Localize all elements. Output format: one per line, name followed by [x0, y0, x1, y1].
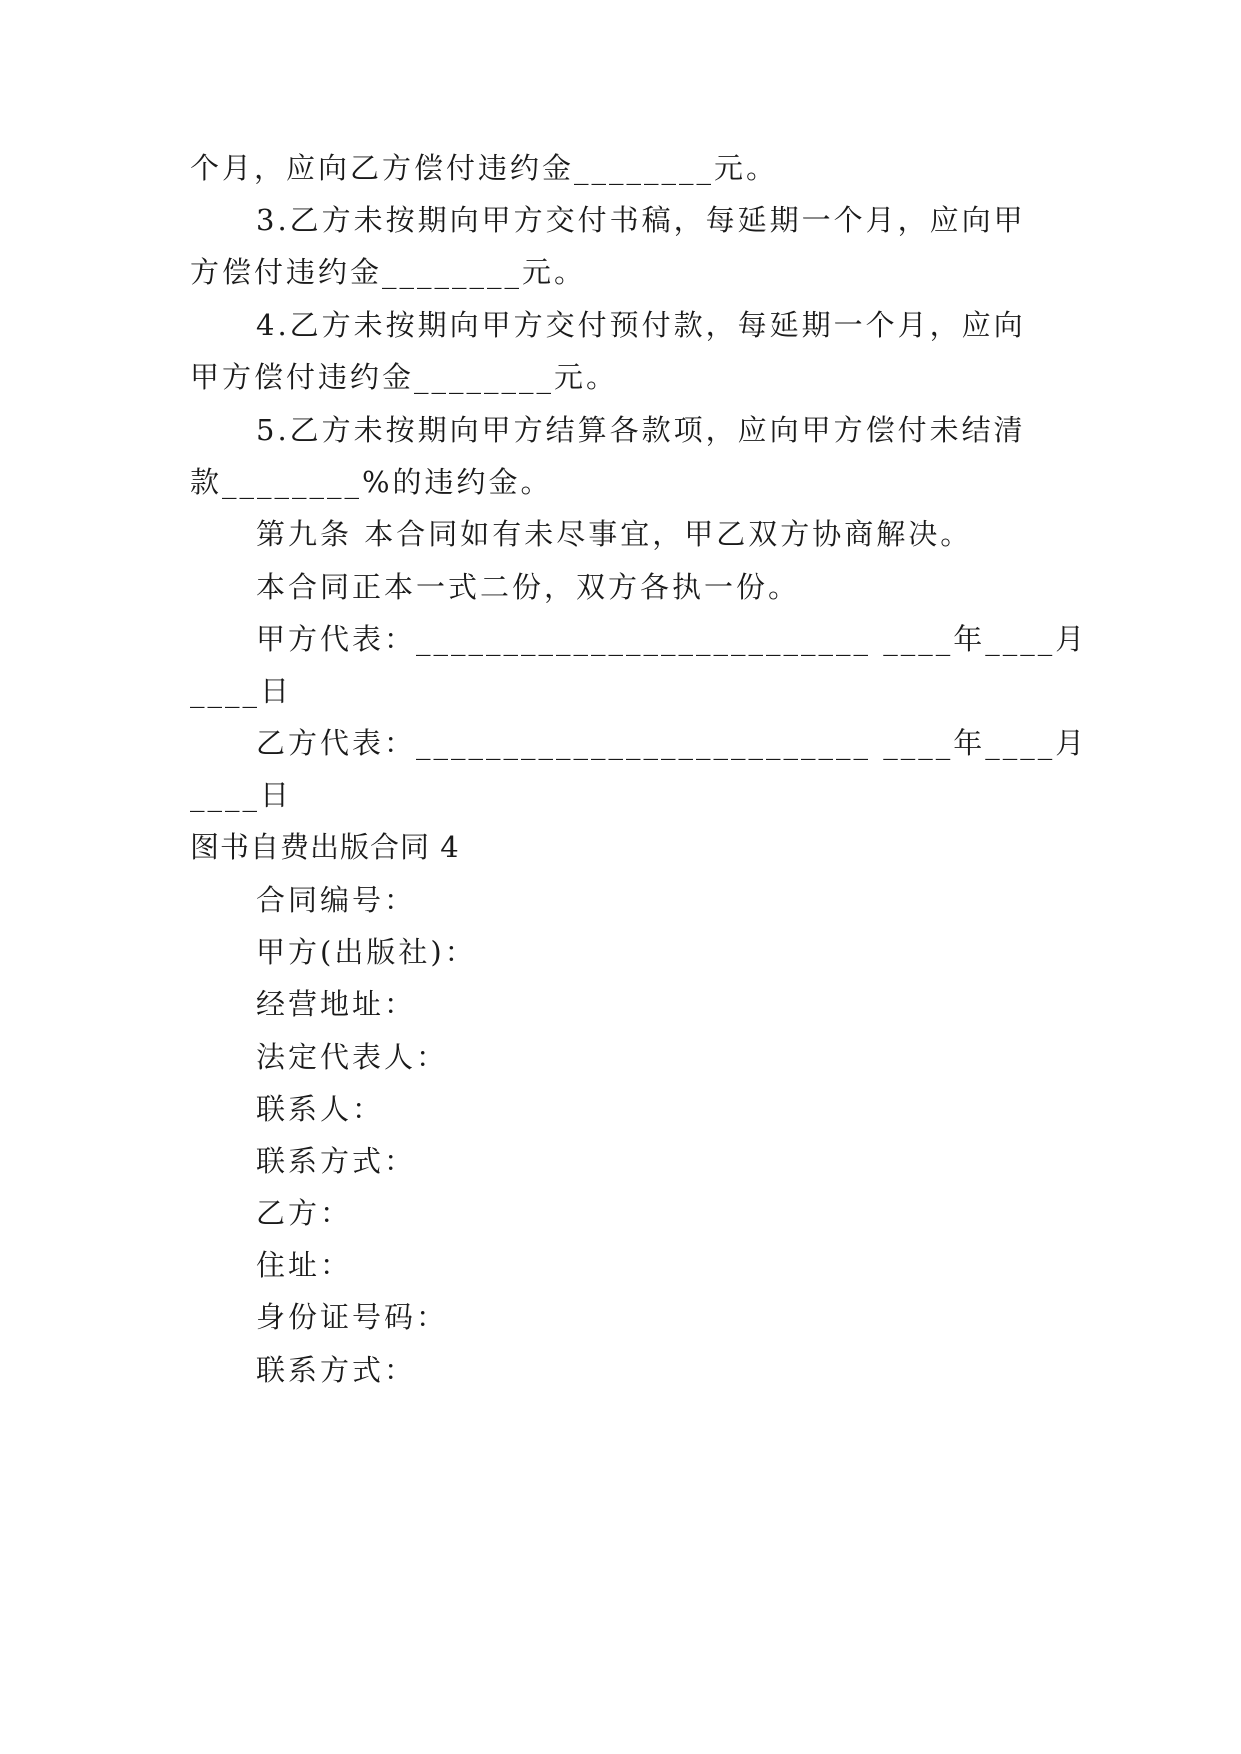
text-line: 款________%的违约金。: [190, 465, 553, 499]
field-business-address: 经营地址：: [256, 987, 417, 1021]
article-nine: 第九条 本合同如有未尽事宜，甲乙双方协商解决。: [256, 517, 973, 551]
party-a-signature-line: 甲方代表：__________________________ ____年____月: [256, 622, 1088, 656]
clause-item-5: 5.乙方未按期向甲方结算各款项，应向甲方偿付未结清: [256, 413, 1026, 447]
party-a-signature-day: ____日: [190, 674, 293, 708]
field-contact-info: 联系方式：: [256, 1144, 417, 1178]
field-party-b: 乙方：: [256, 1196, 353, 1230]
party-b-signature-line: 乙方代表：__________________________ ____年____月: [256, 726, 1088, 760]
copies-statement: 本合同正本一式二份，双方各执一份。: [256, 570, 801, 604]
text-line: 甲方偿付违约金________元。: [190, 360, 619, 394]
field-party-a: 甲方(出版社)：: [256, 935, 477, 969]
field-contract-number: 合同编号：: [256, 883, 417, 917]
clause-item-3: 3.乙方未按期向甲方交付书稿，每延期一个月，应向甲: [256, 203, 1026, 237]
text-line: 方偿付违约金________元。: [190, 255, 587, 289]
field-id-number: 身份证号码：: [256, 1300, 449, 1334]
text-line: 个月，应向乙方偿付违约金________元。: [190, 151, 779, 185]
party-b-signature-day: ____日: [190, 778, 293, 812]
field-contact-person: 联系人：: [256, 1092, 385, 1126]
field-contact-info-b: 联系方式：: [256, 1353, 417, 1387]
field-legal-representative: 法定代表人：: [256, 1040, 449, 1074]
clause-item-4: 4.乙方未按期向甲方交付预付款，每延期一个月，应向: [256, 308, 1026, 342]
contract-title: 图书自费出版合同 4: [190, 830, 460, 864]
field-residence: 住址：: [256, 1248, 353, 1282]
